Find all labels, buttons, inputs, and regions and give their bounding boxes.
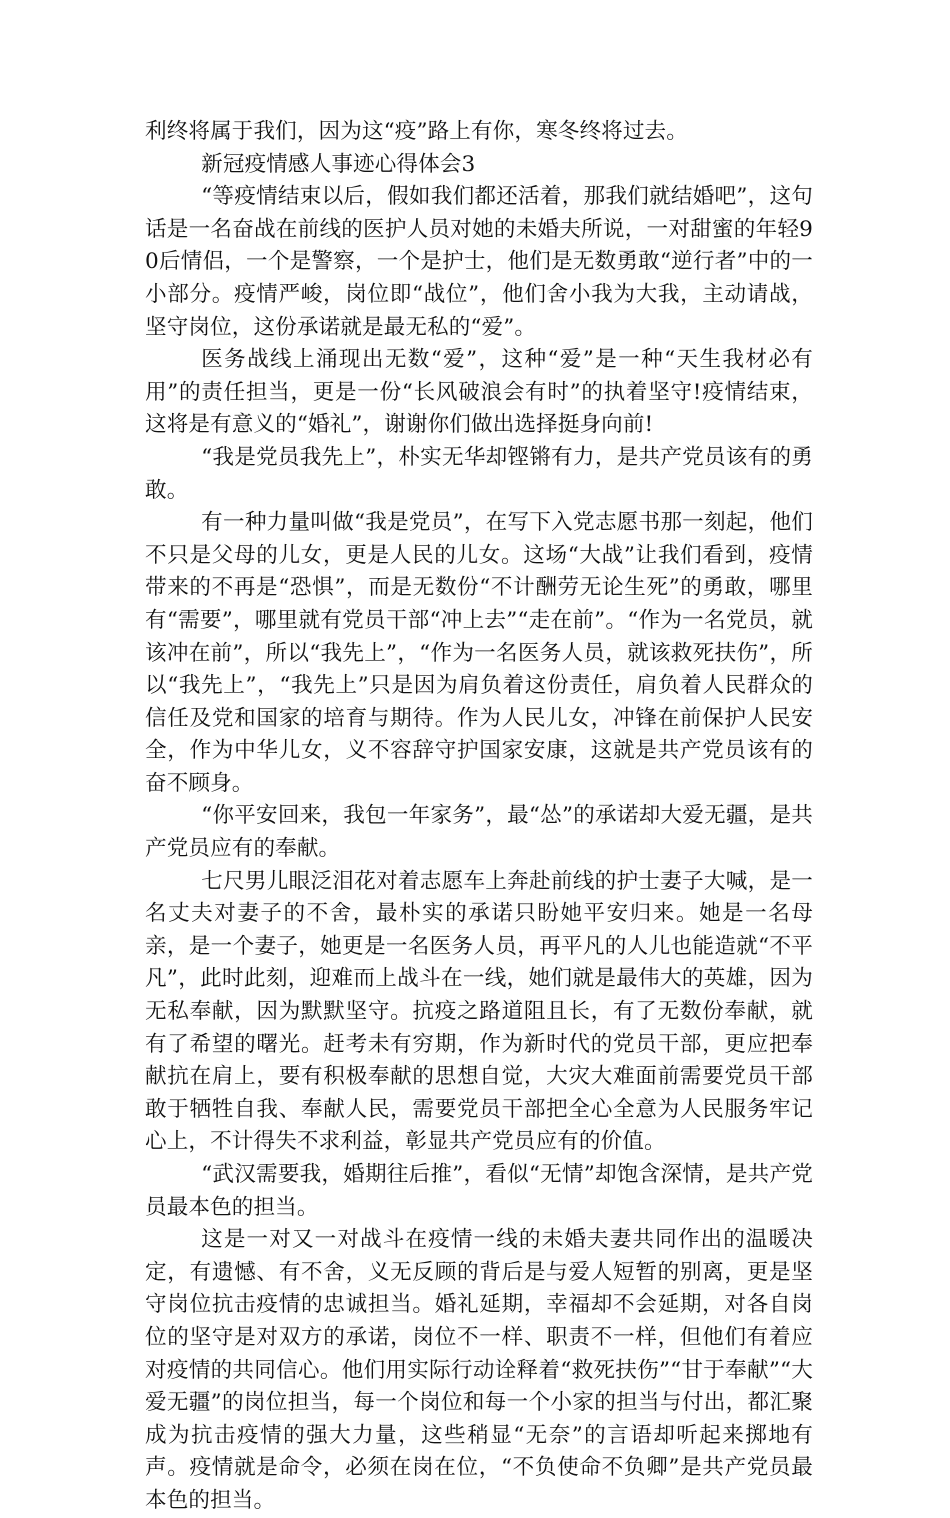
paragraph-1: 利终将属于我们，因为这“疫”路上有你，寒冬终将过去。 (145, 119, 688, 144)
paragraph-7: “你平安回来，我包一年家务”，最“怂”的承诺却大爱无疆，是共产党员应有的奉献。 (145, 803, 813, 862)
paragraph-10: 这是一对又一对战斗在疫情一线的未婚夫妻共同作出的温暖决定，有遗憾、有不舍，义无反顾的背后是与爱人短暂的别离，更是坚守岗位抗击疫情的忠诚担当。婚礼延期，幸福却不会延期，对各自岗位的坚守是对双方的承诺，岗位不一样、职责不一样，但他们有着应对疫情的共同信心。他们用实际行动诠释着“救死扶伤”“甘于奉献”“大爱无疆”的岗位担当，每一个岗位和每一个小家的担当与付出，都汇聚成为抗击疫情的强大力量，这些稍显“无奈”的言语却听起来掷地有声。疫情就是命令，必须在岗在位，“不负使命不负卿”是共产党员最本色的担当。 (145, 1227, 813, 1513)
paragraph-8: 七尺男儿眼泛泪花对着志愿车上奔赴前线的护士妻子大喊，是一名丈夫对妻子的不舍，最朴实的承诺只盼她平安归来。她是一名母亲，是一个妻子，她更是一名医务人员，再平凡的人儿也能造就“不平凡”，此时此刻，迎难而上战斗在一线，她们就是最伟大的英雄，因为无私奉献，因为默默坚守。抗疫之路道阻且长，有了无数份奉献，就有了希望的曙光。赶考未有穷期，作为新时代的党员干部，更应把奉献抗在肩上，要有积极奉献的思想自觉，大灾大难面前需要党员干部敢于牺牲自我、奉献人民，需要党员干部把全心全意为人民服务牢记心上，不计得失不求利益，彰显共产党员应有的价值。 (145, 868, 813, 1155)
paragraph-3: “等疫情结束以后，假如我们都还活着，那我们就结婚吧”，这句话是一名奋战在前线的医护人员对她的未婚夫所说，一对甜蜜的年轻90后情侣，一个是警察，一个是护士，他们是无数勇敢“逆行者”中的一小部分。疫情严峻，岗位即“战位”，他们舍小我为大我，主动请战，坚守岗位，这份承诺就是最无私的“爱”。 (145, 184, 813, 340)
paragraph-9: “武汉需要我，婚期往后推”，看似“无情”却饱含深情，是共产党员最本色的担当。 (145, 1162, 813, 1220)
paragraph-4: 医务战线上涌现出无数“爱”，这种“爱”是一种“天生我材必有用”的责任担当，更是一份“长风破浪会有时”的执着坚守!疫情结束，这将是有意义的“婚礼”，谢谢你们做出选择挺身向前! (145, 347, 813, 438)
section-heading: 新冠疫情感人事迹心得体会3 (201, 151, 476, 177)
paragraph-6: 有一种力量叫做“我是党员”，在写下入党志愿书那一刻起，他们不只是父母的儿女，更是人民的儿女。这场“大战”让我们看到，疫情带来的不再是“恐惧”，而是无数份“不计酬劳无论生死”的勇敢，哪里有“需要”，哪里就有党员干部“冲上去”“走在前”。“作为一名党员，就该冲在前”，所以“我先上”，“作为一名医务人员，就该救死扶伤”，所以“我先上”，“我先上”只是因为肩负着这份责任，肩负着人民群众的信任及党和国家的培育与期待。作为人民儿女，冲锋在前保护人民安全，作为中华儿女，义不容辞守护国家安康，这就是共产党员该有的奋不顾身。 (145, 510, 813, 796)
document-page (145, 116, 813, 1518)
paragraph-5: “我是党员我先上”，朴实无华却铿锵有力，是共产党员该有的勇敢。 (145, 444, 813, 503)
